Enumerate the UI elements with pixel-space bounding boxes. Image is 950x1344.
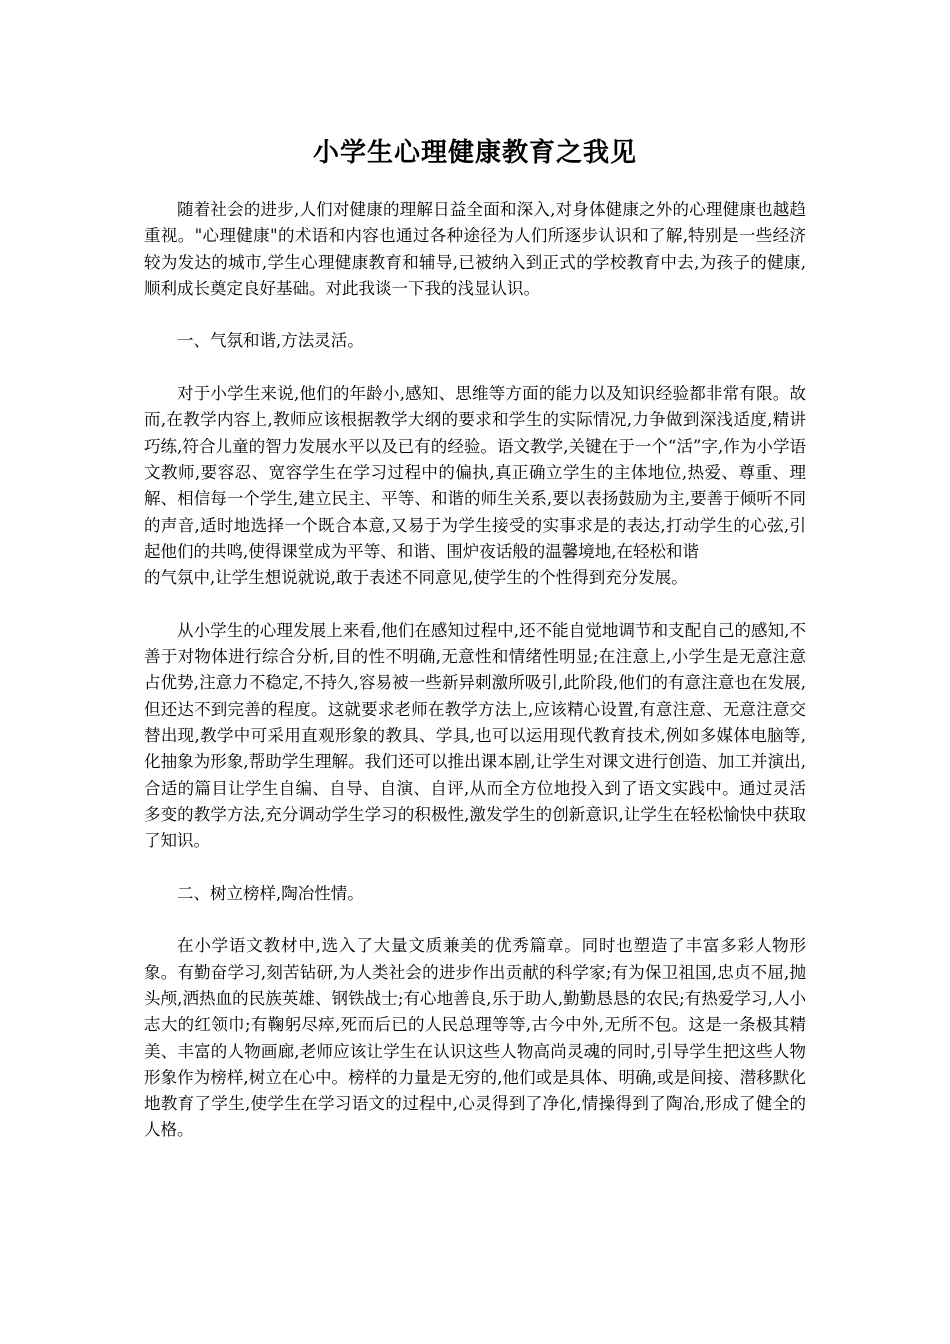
document-body: [144, 197, 806, 1144]
section-1-paragraph-1: 对于小学生来说,他们的年龄小,感知、思维等方面的能力以及知识经验都非常有限。故而,在教学内容上,教师应该根据教学大纲的要求和学生的实际情况,力争做到深浅适度,精讲巧练,符合儿童的智力发展水平以及已有的经验。语文教学,关键在于一个“活”字,作为小学语文教师,要容忍、宽容学生在学习过程中的偏执,真正确立学生的主体地位,热爱、尊重、理解、相信每一个学生,建立民主、平等、和谐的师生关系,要以表扬鼓励为主,要善于倾听不同的声音,适时地选择一个既合本意,又易于为学生接受的实事求是的表达,打动学生的心弦,引起他们的共鸣,使得课堂成为平等、和谐、围炉夜话般的温馨境地,在轻松和谐: [144, 384, 806, 561]
paragraph-spacer: [144, 302, 806, 328]
paragraph-spacer: [144, 907, 806, 933]
section-1-paragraph-2: 从小学生的心理发展上来看,他们在感知过程中,还不能自觉地调节和支配自己的感知,不善于对物体进行综合分析,目的性不明确,无意性和情绪性明显;在注意上,小学生是无意注意占优势,注意力不稳定,不持久,容易被一些新异刺激所吸引,此阶段,他们的有意注意也在发展,但还达不到完善的程度。这就要求老师在教学方法上,应该精心设置,有意注意、无意注意交替出现,教学中可采用直观形象的教具、学具,也可以运用现代教育技术,例如多媒体电脑等,化抽象为形象,帮助学生理解。我们还可以推出课本剧,让学生对课文进行创造、加工并演出,合适的篇目让学生自编、自导、自演、自评,从而全方位地投入到了语文实践中。通过灵活多变的教学方法,充分调动学生学习的积极性,激发学生的创新意识,让学生在轻松愉快中获取了知识。: [144, 620, 806, 851]
paragraph-spacer: [144, 854, 806, 880]
paragraph-spacer: [144, 355, 806, 381]
section-2-paragraph-1: 在小学语文教材中,选入了大量文质兼美的优秀篇章。同时也塑造了丰富多彩人物形象。有勤奋学习,刻苦钻研,为人类社会的进步作出贡献的科学家;有为保卫祖国,忠贞不屈,抛头颅,洒热血的民族英雄、钢铁战士;有心地善良,乐于助人,勤勤恳恳的农民;有热爱学习,人小志大的红领巾;有鞠躬尽瘁,死而后已的人民总理等等,古今中外,无所不包。这是一条极其精美、丰富的人物画廊,老师应该让学生在认识这些人物高尚灵魂的同时,引导学生把这些人物形象作为榜样,树立在心中。榜样的力量是无穷的,他们或是具体、明确,或是间接、潜移默化地教育了学生,使学生在学习语文的过程中,心灵得到了净化,情操得到了陶冶,形成了健全的人格。: [144, 936, 806, 1140]
section-2-heading: 二、树立榜样,陶冶性情。: [177, 883, 364, 903]
section-1-paragraph-1-continuation: 的气氛中,让学生想说就说,敢于表述不同意见,使学生的个性得到充分发展。: [144, 568, 688, 588]
paragraph-spacer: [144, 591, 806, 617]
intro-paragraph: 随着社会的进步,人们对健康的理解日益全面和深入,对身体健康之外的心理健康也越趋重视。"心理健康"的术语和内容也通过各种途径为人们所逐步认识和了解,特别是一些经济较为发达的城市,学生心理健康教育和辅导,已被纳入到正式的学校教育中去,为孩子的健康,顺利成长奠定良好基础。对此我谈一下我的浅显认识。: [144, 200, 806, 298]
document-title: 小学生心理健康教育之我见: [312, 138, 637, 168]
section-1-heading: 一、气氛和谐,方法灵活。: [177, 331, 364, 351]
